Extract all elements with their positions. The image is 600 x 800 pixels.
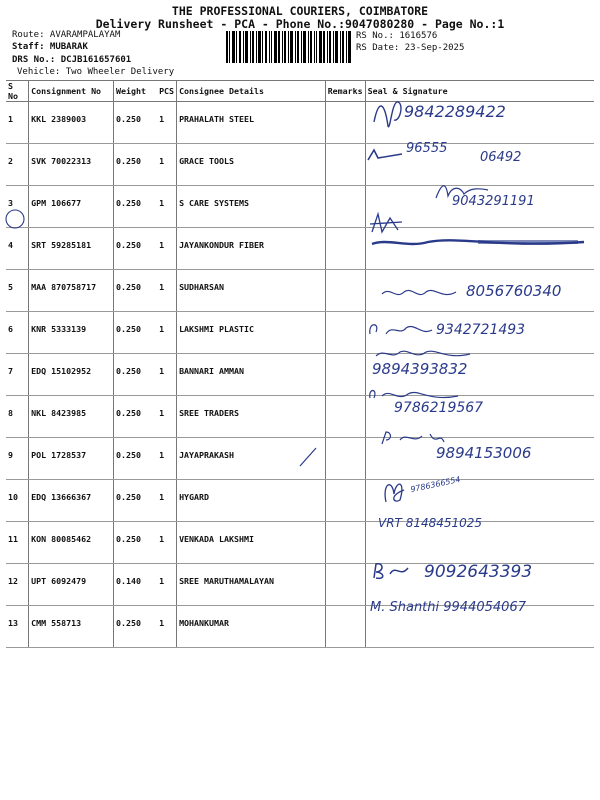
row-consignee: SREE TRADERS	[177, 396, 326, 438]
handwritten-phone-1: 9842289422	[404, 102, 506, 121]
table-row	[6, 102, 594, 144]
row-pcs: 1	[157, 396, 177, 438]
table-row	[6, 522, 594, 564]
row-consignment-no: EDQ 13666367	[29, 480, 114, 522]
signature-scribble	[380, 284, 460, 302]
row-sno: 11	[6, 522, 29, 564]
row-weight: 0.250	[113, 144, 157, 186]
row-pcs: 1	[157, 270, 177, 312]
row-sno: 6	[6, 312, 29, 354]
row-sno: 13	[6, 606, 29, 648]
row-remarks	[325, 228, 365, 270]
row-consignee: HYGARD	[177, 480, 326, 522]
row-sno: 10	[6, 480, 29, 522]
row-pcs: 1	[157, 480, 177, 522]
row-consignee: MOHANKUMAR	[177, 606, 326, 648]
row-sno: 9	[6, 438, 29, 480]
row-remarks	[325, 522, 365, 564]
handwritten-phone-2a: 96555	[406, 141, 448, 156]
handwritten-phone-5: 8056760340	[466, 282, 562, 300]
row-remarks	[325, 438, 365, 480]
table-row	[6, 396, 594, 438]
staff-label: Staff: MUBARAK	[12, 42, 88, 52]
handwritten-phone-8: 9786219567	[394, 400, 484, 416]
row-consignment-no: CMM 558713	[29, 606, 114, 648]
row-consignment-no: GPM 106677	[29, 186, 114, 228]
row-remarks	[325, 480, 365, 522]
handwritten-phone-10: 9786366554	[409, 474, 462, 495]
row-sno: 8	[6, 396, 29, 438]
row-remarks	[325, 102, 365, 144]
row-consignment-no: NKL 8423985	[29, 396, 114, 438]
row-sno: 1	[6, 102, 29, 144]
handwritten-phone-7: 9894393832	[372, 360, 468, 378]
row-consignment-no: POL 1728537	[29, 438, 114, 480]
table-header-row	[6, 81, 594, 102]
row-remarks	[325, 144, 365, 186]
handwritten-phone-11: VRT 8148451025	[378, 516, 483, 530]
row-consignee: BANNARI AMMAN	[177, 354, 326, 396]
col-signature: Seal & Signature	[365, 81, 594, 102]
row-sno: 2	[6, 144, 29, 186]
row-consignment-no: KON 80085462	[29, 522, 114, 564]
row-remarks	[325, 564, 365, 606]
row-weight: 0.250	[113, 186, 157, 228]
col-consignment: Consignment No	[29, 81, 114, 102]
row-remarks	[325, 354, 365, 396]
row-consignee: SUDHARSAN	[177, 270, 326, 312]
table-row	[6, 354, 594, 396]
col-pcs: PCS	[157, 81, 177, 102]
row-consignee: GRACE TOOLS	[177, 144, 326, 186]
col-sno: S No	[6, 81, 29, 102]
row-weight: 0.250	[113, 102, 157, 144]
signature-scribble	[380, 476, 408, 506]
row-remarks	[325, 396, 365, 438]
signature-scribble	[370, 560, 410, 582]
row-weight: 0.250	[113, 228, 157, 270]
row-consignment-no: EDQ 15102952	[29, 354, 114, 396]
signature-scribble	[366, 148, 406, 164]
row-consignment-no: SVK 70022313	[29, 144, 114, 186]
row-pcs: 1	[157, 564, 177, 606]
row-weight: 0.250	[113, 396, 157, 438]
handwritten-phone-6: 9342721493	[436, 322, 526, 338]
row-sno: 5	[6, 270, 29, 312]
row-consignment-no: MAA 870758717	[29, 270, 114, 312]
row-pcs: 1	[157, 522, 177, 564]
col-consignee: Consignee Details	[177, 81, 326, 102]
row-pcs: 1	[157, 186, 177, 228]
company-title: THE PROFESSIONAL COURIERS, COIMBATORE	[171, 4, 429, 18]
barcode-icon	[226, 31, 352, 63]
circle-mark	[4, 208, 26, 230]
handwritten-phone-12: 9092643393	[424, 562, 533, 582]
row-sno: 3	[6, 186, 29, 228]
check-mark	[298, 446, 318, 468]
table-row	[6, 480, 594, 522]
row-weight: 0.250	[113, 354, 157, 396]
handwritten-phone-3: 9043291191	[452, 194, 535, 209]
row-consignment-no: KNR 5333139	[29, 312, 114, 354]
row-consignee: LAKSHMI PLASTIC	[177, 312, 326, 354]
row-consignee: JAYANKONDUR FIBER	[177, 228, 326, 270]
rs-date: RS Date: 23-Sep-2025	[356, 43, 465, 53]
row-remarks	[325, 186, 365, 228]
signature-scribble	[368, 208, 588, 252]
handwritten-phone-2b: 06492	[480, 150, 522, 165]
row-consignment-no: KKL 2389003	[29, 102, 114, 144]
row-pcs: 1	[157, 354, 177, 396]
row-consignee: VENKADA LAKSHMI	[177, 522, 326, 564]
row-pcs: 1	[157, 102, 177, 144]
row-weight: 0.250	[113, 312, 157, 354]
row-sno: 12	[6, 564, 29, 606]
row-weight: 0.250	[113, 606, 157, 648]
row-pcs: 1	[157, 438, 177, 480]
handwritten-phone-13: M. Shanthi 9944054067	[370, 600, 526, 615]
col-weight: Weight	[113, 81, 157, 102]
row-remarks	[325, 312, 365, 354]
row-pcs: 1	[157, 144, 177, 186]
vehicle-label: Vehicle: Two Wheeler Delivery	[17, 67, 175, 77]
row-pcs: 1	[157, 312, 177, 354]
row-weight: 0.250	[113, 480, 157, 522]
row-weight: 0.250	[113, 522, 157, 564]
row-remarks	[325, 606, 365, 648]
rs-number: RS No.: 1616576	[356, 31, 438, 41]
handwritten-phone-9: 9894153006	[436, 444, 532, 462]
row-weight: 0.250	[113, 270, 157, 312]
runsheet-subtitle: Delivery Runsheet - PCA - Phone No.:9047080280 - Page No.:1	[95, 17, 505, 31]
row-consignee: PRAHALATH STEEL	[177, 102, 326, 144]
row-weight: 0.140	[113, 564, 157, 606]
row-consignee: S CARE SYSTEMS	[177, 186, 326, 228]
row-consignment-no: UPT 6092479	[29, 564, 114, 606]
signature-scribble	[366, 320, 434, 340]
route-label: Route: AVARAMPALAYAM	[12, 30, 121, 40]
row-pcs: 1	[157, 228, 177, 270]
row-sno: 4	[6, 228, 29, 270]
drs-label: DRS No.: DCJB161657601	[12, 55, 132, 65]
row-remarks	[325, 270, 365, 312]
row-pcs: 1	[157, 606, 177, 648]
row-weight: 0.250	[113, 438, 157, 480]
row-consignee: SREE MARUTHAMALAYAN	[177, 564, 326, 606]
row-consignee: JAYAPRAKASH	[177, 438, 326, 480]
col-remarks: Remarks	[325, 81, 365, 102]
row-sno: 7	[6, 354, 29, 396]
row-consignment-no: SRT 59285181	[29, 228, 114, 270]
